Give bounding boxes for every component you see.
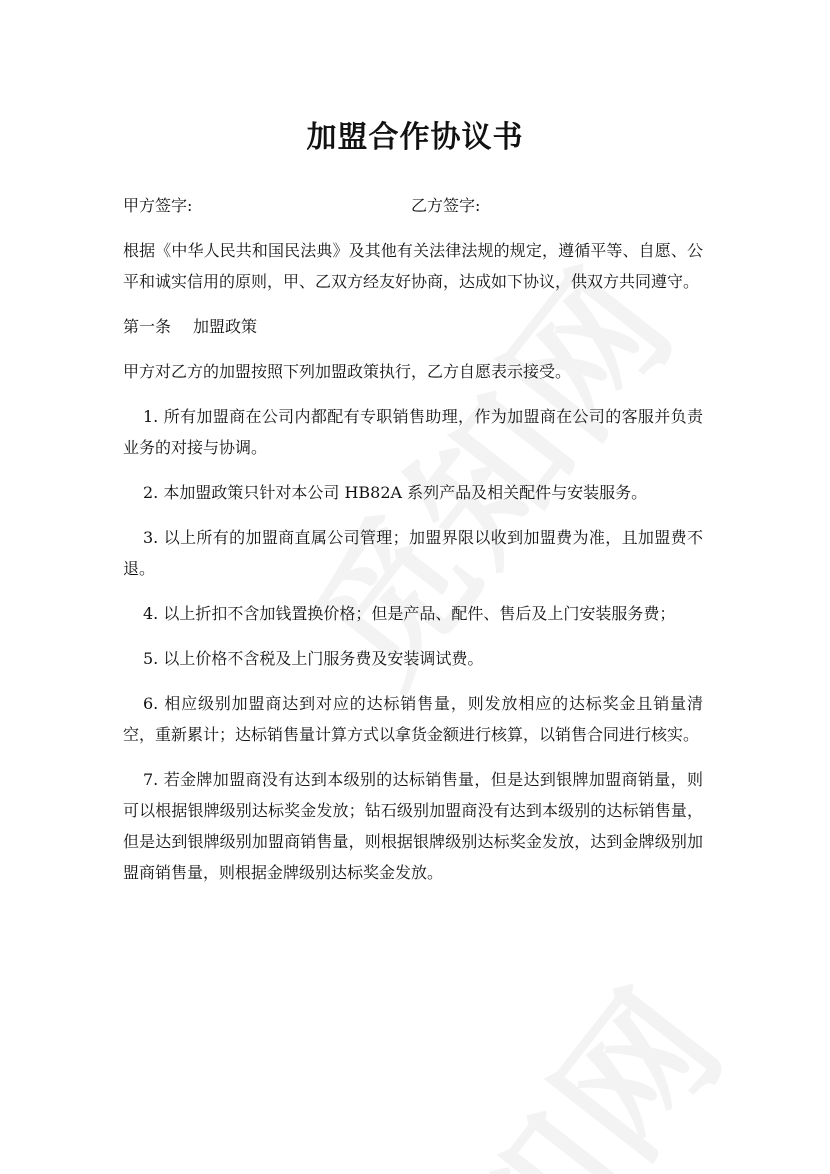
list-item bbox=[123, 764, 703, 888]
article-number: 第一条 bbox=[123, 317, 172, 336]
party-b-signature-label: 乙方签字: bbox=[411, 196, 481, 215]
list-item bbox=[123, 643, 703, 674]
article-intro: 甲方对乙方的加盟按照下列加盟政策执行，乙方自愿表示接受。 bbox=[123, 362, 572, 381]
list-item-number: 4. bbox=[143, 604, 159, 623]
list-item bbox=[123, 598, 703, 629]
list-item-text: 以上所有的加盟商直属公司管理；加盟界限以收到加盟费为准，且加盟费不退。 bbox=[123, 528, 703, 578]
preamble-paragraph: 根据《中华人民共和国民法典》及其他有关法律法规的规定，遵循平等、自愿、公平和诚实信用的原则，甲、乙双方经友好协商，达成如下协议，供双方共同遵守。 bbox=[123, 241, 703, 291]
document-title: 加盟合作协议书 bbox=[306, 120, 524, 155]
list-item bbox=[123, 522, 703, 584]
list-item-number: 7. bbox=[143, 770, 159, 789]
list-item bbox=[123, 401, 703, 463]
list-item-number: 1. bbox=[143, 407, 159, 426]
article-title: 加盟政策 bbox=[193, 317, 258, 336]
article-heading bbox=[123, 311, 703, 342]
document-body bbox=[123, 190, 703, 902]
list-item-number: 5. bbox=[143, 649, 159, 668]
list-item-number: 2. bbox=[143, 483, 159, 502]
list-item-text: 相应级别加盟商达到对应的达标销售量，则发放相应的达标奖金且销量清空，重新累计；达标销售量计算方式以拿货金额进行核算，以销售合同进行核实。 bbox=[123, 694, 703, 744]
list-item-number: 3. bbox=[143, 528, 159, 547]
list-item-number: 6. bbox=[143, 694, 159, 713]
list-item bbox=[123, 688, 703, 750]
list-item-text: 以上折扣不含加钱置换价格；但是产品、配件、售后及上门安装服务费； bbox=[163, 604, 676, 623]
watermark bbox=[305, 937, 763, 1174]
list-item-text: 以上价格不含税及上门服务费及安装调试费。 bbox=[163, 649, 484, 668]
list-item-text: 所有加盟商在公司内都配有专职销售助理，作为加盟商在公司的客服并负责业务的对接与协调。 bbox=[123, 407, 703, 457]
list-item-text: 本加盟政策只针对本公司 HB82A 系列产品及相关配件与安装服务。 bbox=[163, 483, 648, 502]
signature-row bbox=[123, 190, 703, 221]
list-item bbox=[123, 477, 703, 508]
party-a-signature-label: 甲方签字: bbox=[123, 196, 193, 215]
list-item-text: 若金牌加盟商没有达到本级别的达标销售量，但是达到银牌加盟商销量，则可以根据银牌级别达标奖金发放；钻石级别加盟商没有达到本级别的达标销售量，但是达到银牌级别加盟商销售量，则根据银牌级别达标奖金发放，达到金牌级别加盟商销售量，则根据金牌级别达标奖金发放。 bbox=[123, 770, 703, 882]
